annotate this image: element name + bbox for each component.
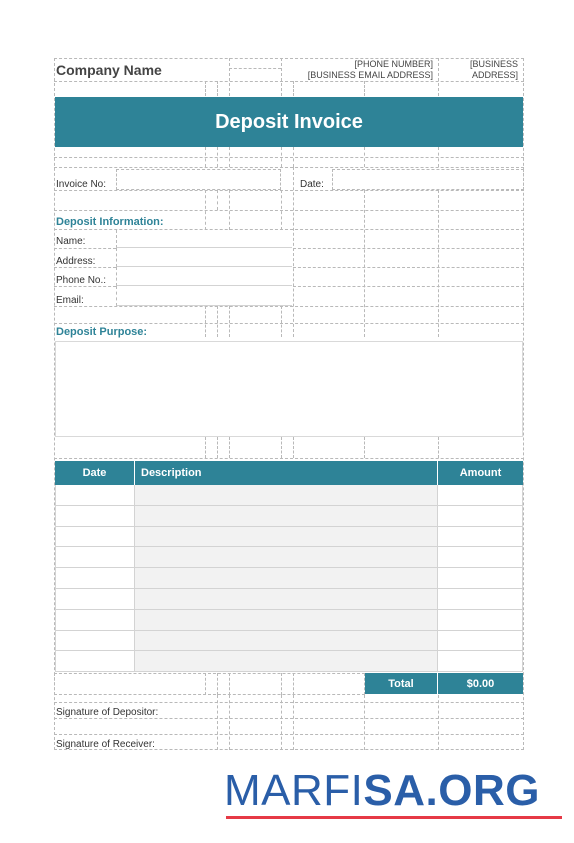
business-address-1[interactable]: [BUSINESS: [469, 59, 518, 69]
company-name[interactable]: Company Name: [56, 62, 162, 78]
grid-line: [54, 190, 524, 191]
grid-line: [229, 147, 230, 167]
row-date-cell[interactable]: [55, 547, 135, 568]
grid-line: [54, 157, 524, 158]
grid-line: [293, 286, 524, 287]
total-value-cell[interactable]: [438, 673, 523, 694]
grid-line: [293, 673, 294, 695]
deposit-purpose-field[interactable]: [55, 341, 523, 437]
grid-line: [205, 673, 206, 695]
grid-line: [438, 58, 439, 96]
row-description-cell[interactable]: [135, 589, 438, 610]
invoice-number-label: Invoice No:: [56, 179, 107, 190]
email-field[interactable]: [116, 286, 292, 306]
logo-underline: [226, 816, 562, 819]
column-header-amount-label: Amount: [459, 467, 502, 479]
row-amount-cell[interactable]: [438, 527, 523, 548]
row-amount-cell[interactable]: [438, 485, 523, 506]
email-label: Email:: [56, 295, 84, 306]
row-date-cell[interactable]: [55, 651, 135, 672]
logo-text-part: MARFI: [224, 766, 364, 815]
grid-line: [293, 248, 524, 249]
grid-line: [54, 306, 524, 307]
grid-line: [54, 81, 524, 82]
grid-line: [54, 323, 524, 324]
invoice-number-field[interactable]: [116, 169, 281, 190]
grid-line: [293, 167, 294, 337]
row-description-cell[interactable]: [135, 485, 438, 506]
grid-line: [217, 673, 218, 695]
grid-line: [438, 147, 439, 167]
row-description-cell[interactable]: [135, 547, 438, 568]
row-date-cell[interactable]: [55, 610, 135, 631]
name-field[interactable]: [116, 230, 292, 248]
grid-line: [229, 68, 281, 69]
phone-label: Phone No.:: [56, 275, 107, 286]
logo-text-part: SA.ORG: [363, 766, 540, 815]
column-header-date: [55, 461, 135, 485]
row-date-cell[interactable]: [55, 527, 135, 548]
address-label: Address:: [56, 256, 96, 267]
row-date-cell[interactable]: [55, 589, 135, 610]
row-description-cell[interactable]: [135, 527, 438, 548]
grid-line: [438, 437, 439, 458]
grid-line: [281, 437, 282, 458]
receiver-signature-label: Signature of Receiver:: [56, 739, 155, 750]
title-banner: [55, 97, 523, 147]
total-row-blank: [54, 673, 365, 695]
grid-line: [281, 190, 282, 230]
phone-field[interactable]: [116, 267, 292, 286]
page-title: Deposit Invoice: [215, 110, 363, 133]
grid-line: [205, 190, 206, 230]
grid-line: [54, 267, 116, 268]
grid-line: [217, 147, 218, 167]
grid-line: [205, 81, 206, 96]
grid-line: [438, 695, 439, 750]
grid-line: [54, 210, 524, 211]
row-amount-cell[interactable]: [438, 506, 523, 527]
grid-line: [364, 437, 365, 458]
grid-line: [205, 437, 206, 458]
grid-line: [281, 58, 282, 96]
row-description-cell[interactable]: [135, 568, 438, 589]
address-field[interactable]: [116, 248, 292, 267]
date-label: Date:: [300, 179, 324, 190]
grid-line: [54, 734, 524, 735]
grid-line: [229, 695, 230, 750]
grid-line: [229, 306, 230, 337]
grid-line: [54, 702, 524, 703]
grid-line: [293, 695, 294, 750]
grid-line: [54, 286, 116, 287]
row-amount-cell[interactable]: [438, 547, 523, 568]
row-amount-cell[interactable]: [438, 610, 523, 631]
grid-line: [54, 248, 116, 249]
grid-line: [364, 147, 365, 167]
row-amount-cell[interactable]: [438, 568, 523, 589]
deposit-purpose-heading: Deposit Purpose:: [56, 326, 148, 338]
grid-line: [438, 190, 439, 337]
row-amount-cell[interactable]: [438, 651, 523, 672]
grid-line: [281, 673, 282, 695]
grid-line: [364, 190, 365, 337]
grid-line: [205, 306, 206, 337]
marfisa-logo-text: [224, 766, 540, 815]
date-field[interactable]: [332, 169, 524, 190]
grid-line: [54, 458, 524, 459]
depositor-signature-label: Signature of Depositor:: [56, 707, 159, 718]
grid-line: [229, 437, 230, 458]
total-value: $0.00: [466, 677, 495, 690]
business-address-2[interactable]: ADDRESS]: [471, 70, 518, 80]
total-label: Total: [388, 677, 414, 690]
row-date-cell[interactable]: [55, 568, 135, 589]
grid-line: [205, 147, 206, 167]
column-header-description-label: Description: [141, 467, 202, 479]
column-header-amount: [438, 461, 523, 485]
business-phone[interactable]: [PHONE NUMBER]: [354, 59, 433, 69]
deposit-info-heading: Deposit Information:: [56, 216, 164, 228]
grid-line: [217, 190, 218, 210]
column-header-date-label: Date: [82, 467, 107, 479]
marfisa-logo: [224, 766, 540, 816]
row-date-cell[interactable]: [55, 506, 135, 527]
grid-line: [293, 81, 294, 96]
column-header-description: [135, 461, 438, 485]
row-description-cell[interactable]: [135, 506, 438, 527]
grid-line: [217, 306, 218, 337]
row-description-cell[interactable]: [135, 651, 438, 672]
row-amount-cell[interactable]: [438, 589, 523, 610]
row-date-cell[interactable]: [55, 485, 135, 506]
grid-line: [54, 167, 524, 168]
name-label: Name:: [56, 236, 86, 247]
row-description-cell[interactable]: [135, 631, 438, 652]
grid-line: [293, 437, 294, 458]
business-email[interactable]: [BUSINESS EMAIL ADDRESS]: [307, 70, 433, 80]
row-description-cell[interactable]: [135, 610, 438, 631]
grid-line: [281, 147, 282, 167]
row-amount-cell[interactable]: [438, 631, 523, 652]
grid-line: [364, 81, 365, 96]
grid-line: [293, 147, 294, 167]
grid-line: [281, 306, 282, 337]
total-label-cell: [365, 673, 438, 694]
grid-line: [54, 718, 524, 719]
grid-line: [217, 437, 218, 458]
grid-line: [293, 267, 524, 268]
grid-line: [281, 695, 282, 750]
grid-line: [364, 695, 365, 750]
row-date-cell[interactable]: [55, 631, 135, 652]
grid-line: [229, 190, 230, 230]
grid-line: [217, 695, 218, 750]
grid-line: [229, 58, 230, 96]
grid-line: [229, 673, 230, 695]
grid-line: [217, 81, 218, 96]
